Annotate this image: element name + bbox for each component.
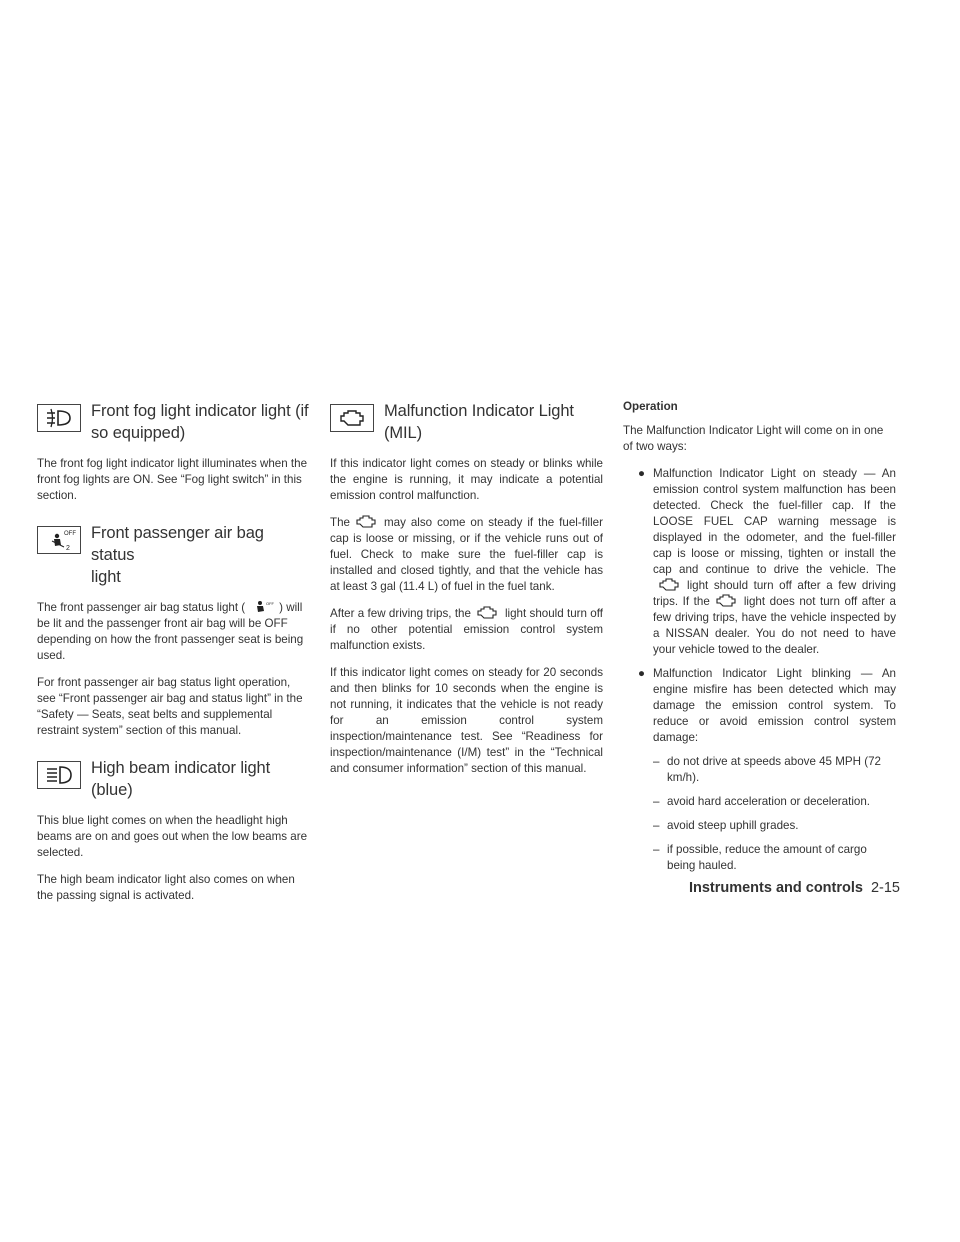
dash-text: do not drive at speeds above 45 MPH (72 km/h). — [667, 755, 881, 784]
footer-section-name: Instruments and controls — [688, 880, 863, 896]
engine-inline-icon — [354, 515, 380, 531]
dash-text: avoid steep uphill grades. — [667, 819, 799, 832]
bullet-1-text — [653, 466, 896, 658]
mil-paragraph-1: If this indicator light comes on steady or blinks while the engine is running, it may indicate a potential emission control malfunction. — [330, 457, 603, 502]
engine-malfunction-icon — [330, 404, 374, 432]
fog-light-title — [91, 400, 309, 444]
high-beam-title — [91, 757, 270, 801]
bullet-mark: ● — [637, 667, 645, 680]
svg-text:OFF: OFF — [266, 601, 275, 606]
high-beam-title-line1: High beam indicator light — [91, 759, 271, 777]
bullet-mark: ● — [637, 467, 645, 480]
front-fog-light-icon — [37, 404, 81, 432]
airbag-p1-text-a: The front passenger air bag status light ( — [37, 601, 246, 614]
engine-inline-icon — [475, 606, 501, 622]
fog-title-line2: so equipped) — [91, 424, 186, 442]
mil-p3-text-b: light should turn off if no other potential emission control system malfunction exists. — [330, 607, 603, 652]
mil-p2-text-b: may also come on steady if the fuel-filler cap is loose or missing, or if the vehicle runs out of fuel. Check to make sure the fuel-filler cap is installed and closed tightly, and that the vehicle has at least 3 gal (11.4 L) of fuel in the fuel tank. — [330, 516, 603, 593]
mil-heading — [330, 400, 603, 444]
passenger-airbag-off-icon — [37, 526, 81, 554]
airbag-paragraph-2: For front passenger air bag status light operation, see “Front passenger air bag and status light” in the “Safety — Seats, seat belts and supplemental restraint system” section of this manual. — [37, 676, 303, 737]
fog-title-line1: Front fog light indicator light (if — [91, 402, 309, 420]
dash-text: avoid hard acceleration or deceleration. — [667, 795, 871, 808]
bullet-2-text: Malfunction Indicator Light blinking — An engine misfire has been detected which may damage the emission control system. To reduce or avoid emission control system damage: — [653, 667, 896, 744]
column-1 — [37, 400, 310, 915]
high-beam-icon — [37, 761, 81, 789]
operation-heading: Operation — [623, 400, 678, 413]
engine-inline-icon — [657, 578, 683, 594]
bullet1-text-c: light does not turn off after a few driving trips, have the vehicle inspected by a NISSAN dealer. You do not need to have your vehicle towed to the dealer. — [653, 595, 896, 656]
bullet1-text-b: light should turn off after a few driving trips. If the — [653, 579, 896, 608]
bullet1-text-a: Malfunction Indicator Light on steady — An emission control system malfunction has been detected. Check the fuel-filler cap. If the LOOSE FUEL CAP warning message is displayed in the odometer, and the fuel-filler cap is loose or missing, tighten or install the cap and continue to drive the vehicle. The — [653, 467, 896, 576]
fog-paragraph: The front fog light indicator light illuminates when the front fog lights are ON. See “Fog light switch” in this section. — [37, 457, 308, 502]
mil-title-line1: Malfunction Indicator Light — [384, 402, 574, 420]
mil-paragraph-2 — [330, 515, 603, 595]
dash-item — [653, 842, 896, 874]
operation-bullet-2 — [623, 666, 896, 746]
column-2 — [330, 400, 603, 788]
operation-intro: The Malfunction Indicator Light will come on in one of two ways: — [623, 424, 884, 453]
column-3 — [623, 400, 896, 882]
mil-p3-text-a: After a few driving trips, the — [330, 607, 471, 620]
mil-title — [384, 400, 574, 444]
fog-light-heading — [37, 400, 310, 444]
svg-text:2: 2 — [66, 545, 70, 552]
engine-inline-icon — [714, 594, 740, 610]
airbag-title-line2: light — [91, 568, 121, 586]
airbag-heading — [37, 522, 310, 588]
dash-mark: – — [653, 843, 660, 856]
footer-page-number: 2-15 — [870, 880, 900, 896]
airbag-inline-icon — [249, 600, 275, 616]
airbag-p1-text-b: ) will be lit and the passenger front air bag will be OFF depending on how the front passenger seat is being used. — [37, 601, 304, 662]
dash-mark: – — [653, 819, 660, 832]
airbag-title — [91, 522, 310, 588]
operation-bullet-1 — [623, 466, 896, 658]
mil-p2-text-a: The — [330, 516, 350, 529]
page-footer — [660, 880, 900, 896]
mil-paragraph-3 — [330, 606, 603, 654]
dash-mark: – — [653, 795, 660, 808]
dash-mark: – — [653, 755, 660, 768]
mil-title-line2: (MIL) — [384, 424, 422, 442]
dash-text: if possible, reduce the amount of cargo being hauled. — [667, 843, 867, 872]
svg-text:OFF: OFF — [64, 531, 76, 537]
high-beam-paragraph-2: The high beam indicator light also comes on when the passing signal is activated. — [37, 873, 295, 902]
high-beam-heading — [37, 757, 310, 801]
airbag-title-line1: Front passenger air bag status — [91, 524, 264, 564]
mil-paragraph-4: If this indicator light comes on steady for 20 seconds and then blinks for 10 seconds when the engine is not running, it indicates that the vehicle is not ready for an emission control system inspection/maintenance test. See “Readiness for inspection/maintenance (I/M) test” in the “Technical and consumer information” section of this manual. — [330, 666, 603, 775]
dash-item — [653, 754, 896, 786]
dash-item — [653, 794, 896, 810]
airbag-paragraph-1 — [37, 600, 310, 664]
dash-item — [653, 818, 896, 834]
high-beam-title-line2: (blue) — [91, 781, 133, 799]
high-beam-paragraph-1: This blue light comes on when the headlight high beams are on and goes out when the low beams are selected. — [37, 814, 308, 859]
